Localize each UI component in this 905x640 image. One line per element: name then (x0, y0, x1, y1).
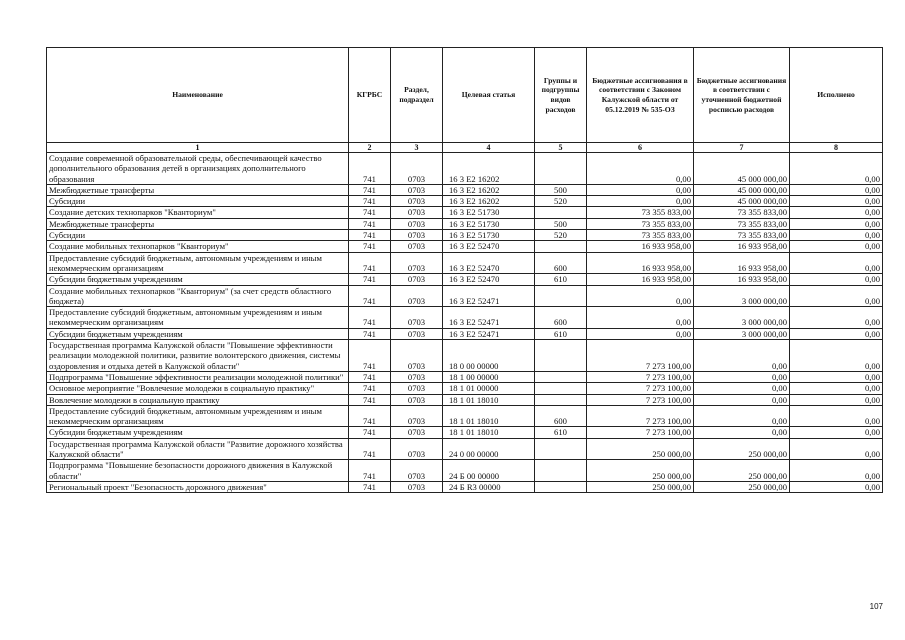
table-row (47, 184, 883, 195)
cell-name: Межбюджетные трансферты (47, 184, 349, 195)
table-row (47, 438, 883, 460)
cell-name: Предоставление субсидий бюджетным, автономным учреждениям и иным некоммерческим организациям (47, 252, 349, 274)
cell-executed-amount: 0,00 (790, 460, 883, 482)
table-row (47, 460, 883, 482)
table-row (47, 394, 883, 405)
cell-law-amount: 16 933 958,00 (587, 241, 694, 252)
cell-executed-amount: 0,00 (790, 241, 883, 252)
cell-law-amount: 7 273 100,00 (587, 371, 694, 382)
table-body (47, 153, 883, 493)
cell-section: 0703 (391, 153, 443, 185)
cell-section: 0703 (391, 274, 443, 285)
table-row (47, 340, 883, 372)
header-updated: Бюджетные ассигнования в соответствии с уточненной бюджетной росписью расходов (694, 48, 790, 143)
table-row (47, 481, 883, 492)
cell-executed-amount: 0,00 (790, 207, 883, 218)
cell-group (535, 340, 587, 372)
cell-group (535, 241, 587, 252)
cell-kgrbs: 741 (349, 328, 391, 339)
cell-name: Создание мобильных технопарков "Кванториум" (за счет средств областного бюджета) (47, 285, 349, 307)
cell-target: 24 0 00 00000 (443, 438, 535, 460)
header-executed: Исполнено (790, 48, 883, 143)
cell-kgrbs: 741 (349, 307, 391, 329)
cell-target: 16 3 E2 52471 (443, 307, 535, 329)
page-number: 107 (869, 602, 883, 611)
cell-group (535, 383, 587, 394)
cell-group (535, 460, 587, 482)
cell-law-amount: 250 000,00 (587, 481, 694, 492)
cell-kgrbs: 741 (349, 241, 391, 252)
table-row (47, 218, 883, 229)
cell-kgrbs: 741 (349, 371, 391, 382)
cell-group (535, 481, 587, 492)
table-row (47, 274, 883, 285)
cell-name: Субсидии бюджетным учреждениям (47, 328, 349, 339)
cell-updated-amount: 0,00 (694, 394, 790, 405)
cell-target: 18 1 01 18010 (443, 405, 535, 427)
cell-group (535, 153, 587, 185)
cell-section: 0703 (391, 207, 443, 218)
cell-kgrbs: 741 (349, 274, 391, 285)
cell-updated-amount: 250 000,00 (694, 438, 790, 460)
cell-updated-amount: 3 000 000,00 (694, 328, 790, 339)
cell-executed-amount: 0,00 (790, 184, 883, 195)
cell-section: 0703 (391, 196, 443, 207)
cell-kgrbs: 741 (349, 438, 391, 460)
cell-law-amount: 0,00 (587, 153, 694, 185)
cell-updated-amount: 45 000 000,00 (694, 153, 790, 185)
cell-executed-amount: 0,00 (790, 218, 883, 229)
cell-section: 0703 (391, 307, 443, 329)
cell-law-amount: 7 273 100,00 (587, 405, 694, 427)
cell-updated-amount: 250 000,00 (694, 481, 790, 492)
table-row (47, 371, 883, 382)
cell-section: 0703 (391, 285, 443, 307)
cell-executed-amount: 0,00 (790, 394, 883, 405)
cell-kgrbs: 741 (349, 383, 391, 394)
cell-group (535, 207, 587, 218)
cell-kgrbs: 741 (349, 153, 391, 185)
cell-law-amount: 250 000,00 (587, 438, 694, 460)
cell-group: 610 (535, 427, 587, 438)
column-number: 4 (443, 143, 535, 153)
column-number: 2 (349, 143, 391, 153)
cell-group: 610 (535, 328, 587, 339)
cell-kgrbs: 741 (349, 285, 391, 307)
cell-kgrbs: 741 (349, 218, 391, 229)
column-number: 6 (587, 143, 694, 153)
cell-updated-amount: 16 933 958,00 (694, 241, 790, 252)
cell-target: 16 3 E2 52471 (443, 285, 535, 307)
cell-updated-amount: 250 000,00 (694, 460, 790, 482)
cell-updated-amount: 16 933 958,00 (694, 252, 790, 274)
cell-group (535, 394, 587, 405)
cell-executed-amount: 0,00 (790, 153, 883, 185)
cell-name: Субсидии бюджетным учреждениям (47, 427, 349, 438)
cell-kgrbs: 741 (349, 196, 391, 207)
cell-group: 600 (535, 307, 587, 329)
cell-group: 600 (535, 252, 587, 274)
table-row (47, 405, 883, 427)
cell-updated-amount: 73 355 833,00 (694, 230, 790, 241)
cell-target: 16 3 E2 16202 (443, 153, 535, 185)
cell-executed-amount: 0,00 (790, 438, 883, 460)
cell-kgrbs: 741 (349, 394, 391, 405)
cell-name: Субсидии бюджетным учреждениям (47, 274, 349, 285)
column-number-row (47, 143, 883, 153)
cell-name: Создание современной образовательной среды, обеспечивающей качество дополнительного образования детей в организациях дополнительного образования (47, 153, 349, 185)
cell-group (535, 371, 587, 382)
cell-section: 0703 (391, 340, 443, 372)
cell-kgrbs: 741 (349, 405, 391, 427)
cell-target: 16 3 E2 52470 (443, 274, 535, 285)
cell-executed-amount: 0,00 (790, 274, 883, 285)
cell-section: 0703 (391, 460, 443, 482)
column-number: 8 (790, 143, 883, 153)
cell-target: 16 3 E2 51730 (443, 218, 535, 229)
header-target: Целевая статья (443, 48, 535, 143)
table-row (47, 153, 883, 185)
cell-name: Межбюджетные трансферты (47, 218, 349, 229)
cell-section: 0703 (391, 481, 443, 492)
cell-updated-amount: 0,00 (694, 340, 790, 372)
cell-law-amount: 0,00 (587, 307, 694, 329)
cell-name: Создание мобильных технопарков "Кванториум" (47, 241, 349, 252)
cell-target: 16 3 E2 52470 (443, 241, 535, 252)
table-row (47, 383, 883, 394)
cell-law-amount: 7 273 100,00 (587, 340, 694, 372)
header-section: Раздел, подраздел (391, 48, 443, 143)
cell-updated-amount: 3 000 000,00 (694, 307, 790, 329)
table-row (47, 307, 883, 329)
cell-name: Подпрограмма "Повышение безопасности дорожного движения в Калужской области" (47, 460, 349, 482)
cell-target: 16 3 E2 16202 (443, 184, 535, 195)
cell-law-amount: 7 273 100,00 (587, 394, 694, 405)
cell-executed-amount: 0,00 (790, 371, 883, 382)
cell-law-amount: 0,00 (587, 196, 694, 207)
cell-target: 18 1 01 18010 (443, 427, 535, 438)
cell-name: Субсидии (47, 196, 349, 207)
cell-target: 16 3 E2 52470 (443, 252, 535, 274)
cell-updated-amount: 0,00 (694, 371, 790, 382)
cell-executed-amount: 0,00 (790, 405, 883, 427)
cell-target: 18 1 00 00000 (443, 371, 535, 382)
cell-group: 500 (535, 184, 587, 195)
cell-name: Создание детских технопарков "Кванториум" (47, 207, 349, 218)
cell-updated-amount: 0,00 (694, 427, 790, 438)
column-number: 3 (391, 143, 443, 153)
cell-law-amount: 7 273 100,00 (587, 427, 694, 438)
budget-table (46, 47, 883, 493)
cell-name: Государственная программа Калужской области "Повышение эффективности реализации молодежной политики, развитие волонтерского движения, системы оздоровления и отдыха детей в Калужской области" (47, 340, 349, 372)
cell-section: 0703 (391, 383, 443, 394)
cell-section: 0703 (391, 252, 443, 274)
cell-kgrbs: 741 (349, 427, 391, 438)
cell-updated-amount: 45 000 000,00 (694, 184, 790, 195)
cell-section: 0703 (391, 371, 443, 382)
cell-section: 0703 (391, 184, 443, 195)
cell-law-amount: 16 933 958,00 (587, 274, 694, 285)
cell-section: 0703 (391, 394, 443, 405)
cell-executed-amount: 0,00 (790, 230, 883, 241)
budget-table-sheet (46, 47, 882, 493)
cell-group (535, 438, 587, 460)
cell-target: 16 3 E2 51730 (443, 230, 535, 241)
cell-section: 0703 (391, 218, 443, 229)
table-row (47, 230, 883, 241)
cell-group: 610 (535, 274, 587, 285)
cell-section: 0703 (391, 405, 443, 427)
cell-updated-amount: 45 000 000,00 (694, 196, 790, 207)
cell-executed-amount: 0,00 (790, 196, 883, 207)
table-row (47, 207, 883, 218)
cell-section: 0703 (391, 328, 443, 339)
cell-updated-amount: 73 355 833,00 (694, 207, 790, 218)
cell-name: Субсидии (47, 230, 349, 241)
table-row (47, 328, 883, 339)
column-number: 1 (47, 143, 349, 153)
cell-kgrbs: 741 (349, 230, 391, 241)
cell-law-amount: 73 355 833,00 (587, 230, 694, 241)
cell-law-amount: 0,00 (587, 328, 694, 339)
cell-executed-amount: 0,00 (790, 383, 883, 394)
cell-kgrbs: 741 (349, 252, 391, 274)
cell-target: 16 3 E2 52471 (443, 328, 535, 339)
cell-law-amount: 16 933 958,00 (587, 252, 694, 274)
cell-section: 0703 (391, 230, 443, 241)
cell-group (535, 285, 587, 307)
cell-updated-amount: 3 000 000,00 (694, 285, 790, 307)
cell-group: 520 (535, 230, 587, 241)
cell-target: 24 Б 00 00000 (443, 460, 535, 482)
header-name: Наименование (47, 48, 349, 143)
cell-kgrbs: 741 (349, 207, 391, 218)
cell-group: 500 (535, 218, 587, 229)
cell-target: 16 3 E2 51730 (443, 207, 535, 218)
cell-law-amount: 73 355 833,00 (587, 207, 694, 218)
cell-executed-amount: 0,00 (790, 427, 883, 438)
column-number: 5 (535, 143, 587, 153)
cell-updated-amount: 73 355 833,00 (694, 218, 790, 229)
cell-law-amount: 0,00 (587, 285, 694, 307)
table-row (47, 427, 883, 438)
cell-updated-amount: 0,00 (694, 405, 790, 427)
cell-executed-amount: 0,00 (790, 307, 883, 329)
cell-target: 18 0 00 00000 (443, 340, 535, 372)
cell-name: Государственная программа Калужской области "Развитие дорожного хозяйства Калужской области" (47, 438, 349, 460)
cell-section: 0703 (391, 427, 443, 438)
cell-kgrbs: 741 (349, 460, 391, 482)
cell-kgrbs: 741 (349, 340, 391, 372)
cell-name: Основное мероприятие "Вовлечение молодежи в социальную практику" (47, 383, 349, 394)
header-group: Группы и подгруппы видов расходов (535, 48, 587, 143)
cell-target: 16 3 E2 16202 (443, 196, 535, 207)
cell-name: Подпрограмма "Повышение эффективности реализации молодежной политики" (47, 371, 349, 382)
table-row (47, 252, 883, 274)
cell-section: 0703 (391, 438, 443, 460)
cell-target: 18 1 01 00000 (443, 383, 535, 394)
cell-updated-amount: 16 933 958,00 (694, 274, 790, 285)
table-row (47, 196, 883, 207)
table-header-row (47, 48, 883, 143)
table-row (47, 241, 883, 252)
cell-updated-amount: 0,00 (694, 383, 790, 394)
cell-section: 0703 (391, 241, 443, 252)
cell-executed-amount: 0,00 (790, 340, 883, 372)
cell-law-amount: 0,00 (587, 184, 694, 195)
cell-group: 600 (535, 405, 587, 427)
cell-name: Региональный проект "Безопасность дорожного движения" (47, 481, 349, 492)
header-law: Бюджетные ассигнования в соответствии с Законом Калужской области от 05.12.2019 № 535-ОЗ (587, 48, 694, 143)
cell-executed-amount: 0,00 (790, 285, 883, 307)
table-row (47, 285, 883, 307)
cell-name: Предоставление субсидий бюджетным, автономным учреждениям и иным некоммерческим организациям (47, 405, 349, 427)
cell-law-amount: 250 000,00 (587, 460, 694, 482)
cell-kgrbs: 741 (349, 184, 391, 195)
cell-target: 24 Б R3 00000 (443, 481, 535, 492)
cell-name: Вовлечение молодежи в социальную практику (47, 394, 349, 405)
cell-target: 18 1 01 18010 (443, 394, 535, 405)
cell-group: 520 (535, 196, 587, 207)
cell-law-amount: 73 355 833,00 (587, 218, 694, 229)
column-number: 7 (694, 143, 790, 153)
cell-executed-amount: 0,00 (790, 252, 883, 274)
cell-executed-amount: 0,00 (790, 481, 883, 492)
cell-name: Предоставление субсидий бюджетным, автономным учреждениям и иным некоммерческим организациям (47, 307, 349, 329)
cell-law-amount: 7 273 100,00 (587, 383, 694, 394)
cell-kgrbs: 741 (349, 481, 391, 492)
header-kgrbs: КГРБС (349, 48, 391, 143)
cell-executed-amount: 0,00 (790, 328, 883, 339)
